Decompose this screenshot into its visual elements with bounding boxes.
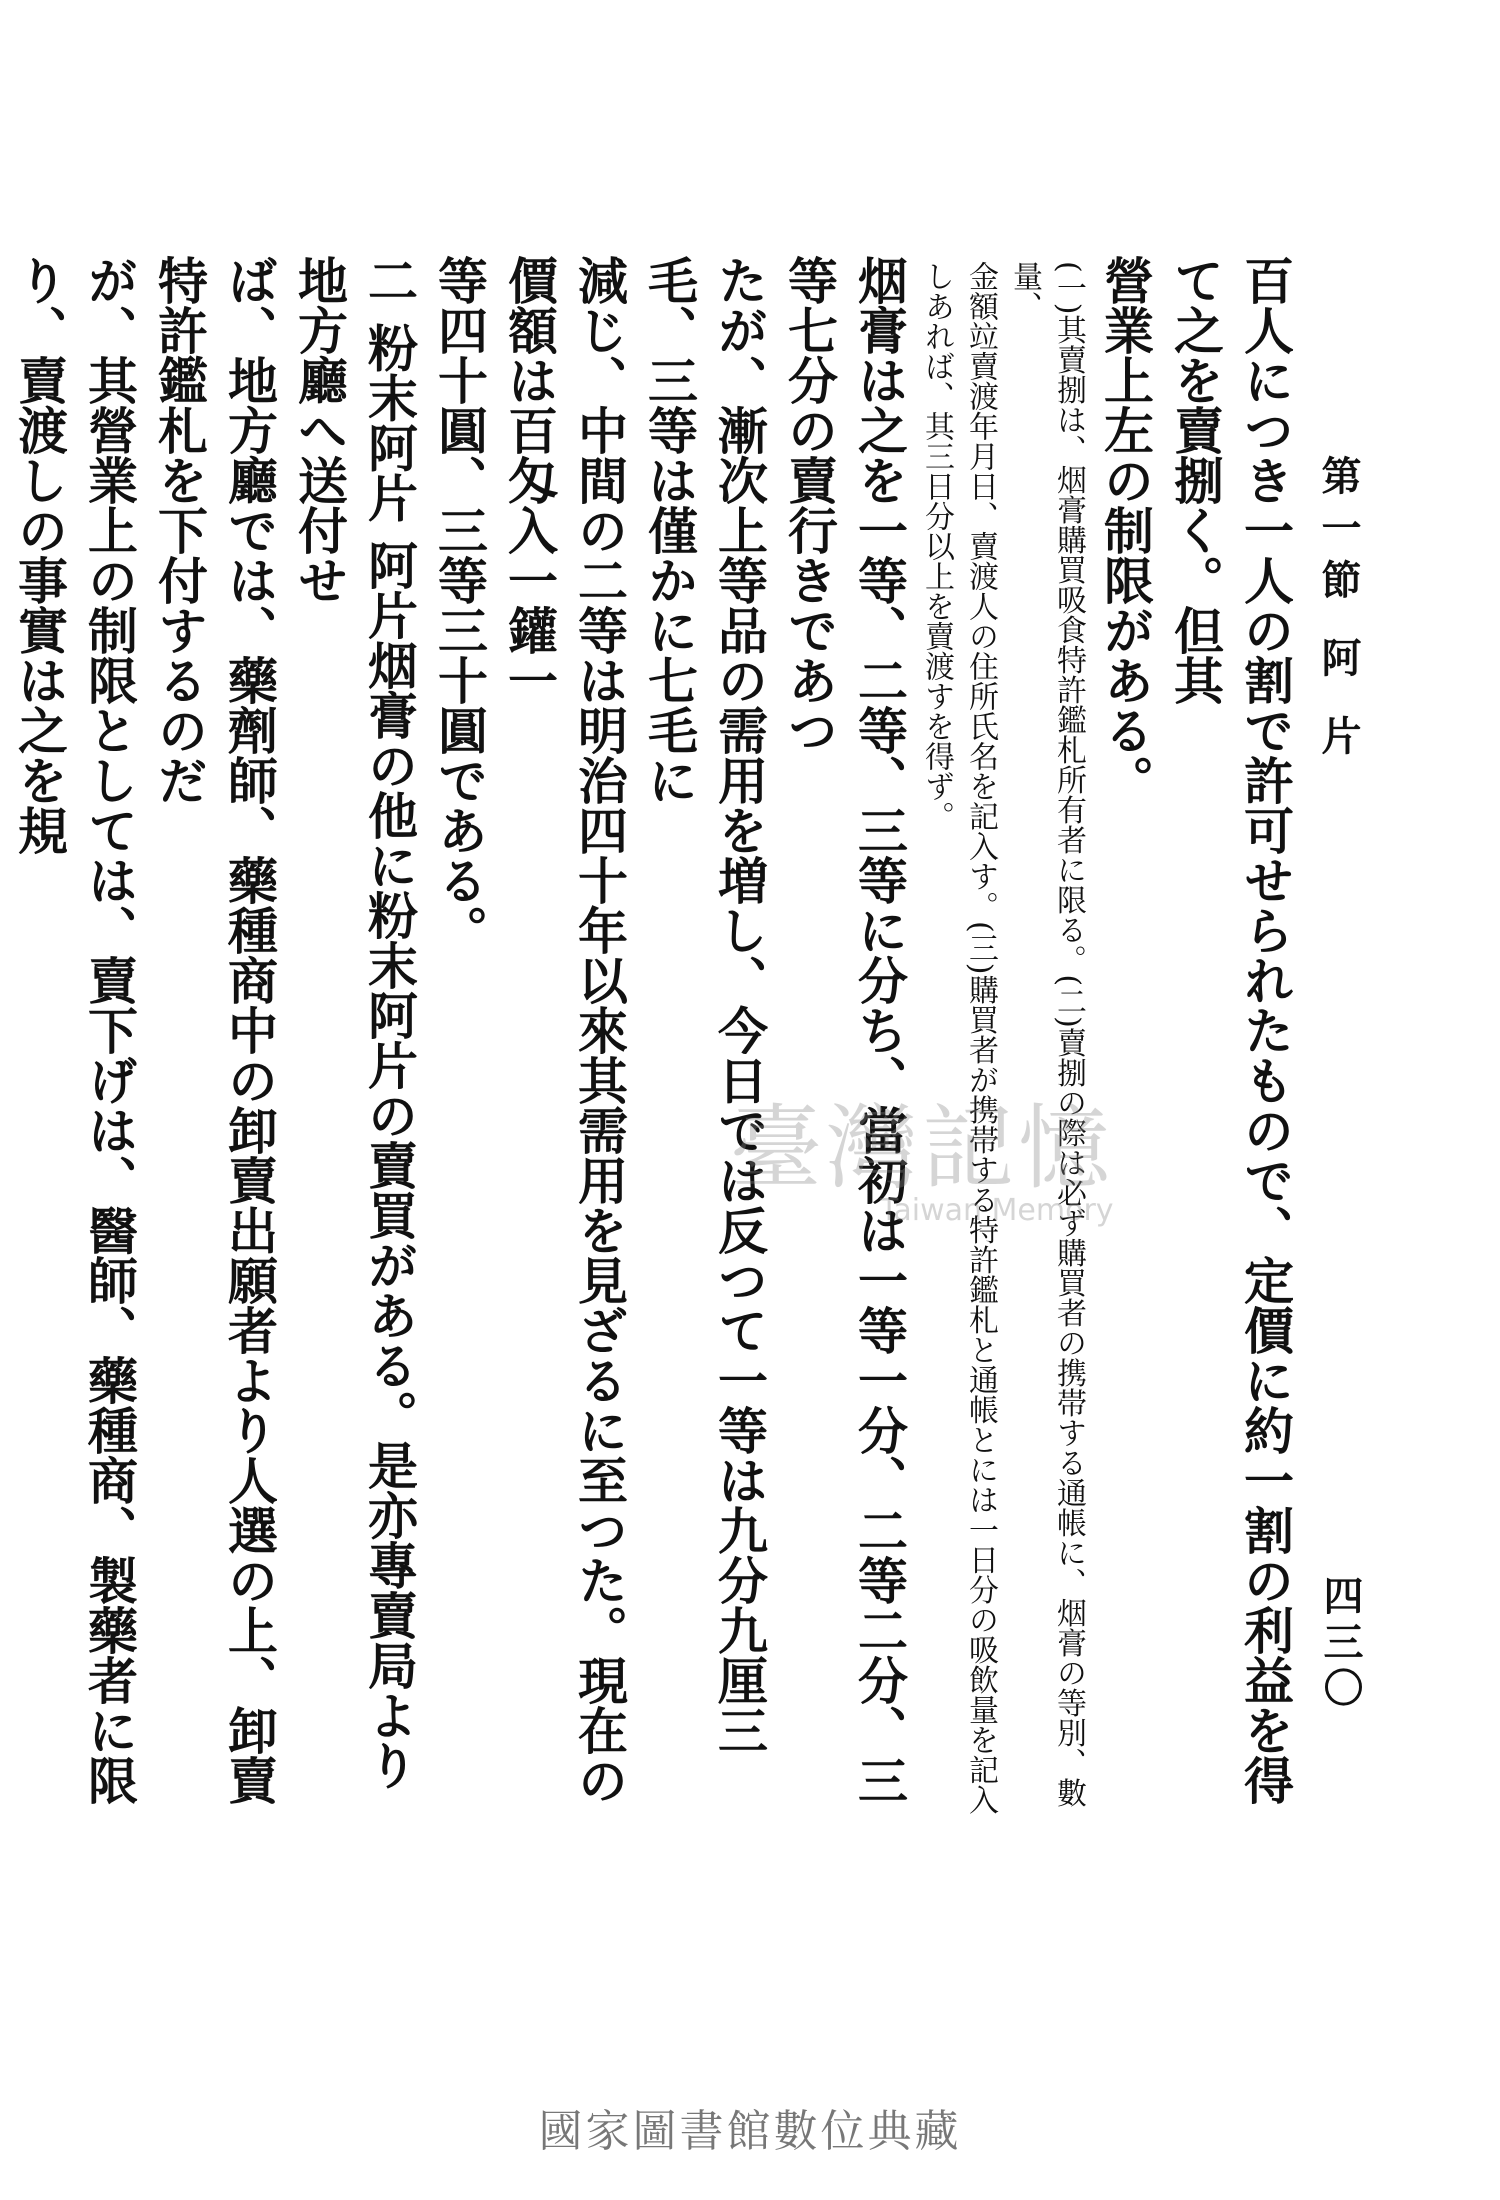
text-line: 等四十圓、三等三十圓である。 xyxy=(430,255,489,955)
footer-credit: 國家圖書館數位典藏 xyxy=(538,2106,962,2157)
running-head-section-title: 第一節 阿 片 xyxy=(1315,455,1362,767)
text-line xyxy=(0,255,4,1825)
text-line: たが、漸次上等品の需用を増し、今日では反つて一等は九分九厘三毛、三等は僅かに七毛に xyxy=(640,255,769,1755)
note-line: しあれば、其三日分以上を賣渡すを得ず。 xyxy=(919,261,954,831)
page-number: 四三〇 xyxy=(1317,1575,1364,1713)
note-line: (一)其賣捌は、烟膏購買吸食特許鑑札所有者に限る。(二)賣捌の際は必ず購買者の携帯する通帳に、烟膏の等別、數量、 xyxy=(1007,261,1086,1808)
watermark-latin: Taiwan Memory xyxy=(880,1193,1114,1228)
text-line: が、其營業上の制限としては、賣下げは、醫師、藥種商、製藥者に限り、賣渡しの事實は之を規 xyxy=(10,255,139,1805)
text-line: 百人につき一人の割で許可せられたもので、定價に約一割の利益を得て之を賣捌く。但其 xyxy=(1166,255,1295,1805)
section-heading-line: 二 粉末阿片 阿片烟膏の他に粉末阿片の賣買がある。是亦專賣局より地方廳へ送付せ xyxy=(290,255,419,1790)
text-line: ば、地方廳では、藥劑師、藥種商中の卸賣出願者より人選の上、卸賣特許鑑札を下付するのだ xyxy=(150,255,279,1805)
text-line: 減じ、中間の二等は明治四十年以來其需用を見ざるに至つた。現在の價額は百匁入一鑵一 xyxy=(500,255,629,1805)
watermark-script: 臺灣記憶 xyxy=(730,1095,1115,1202)
text-line: 烟膏は之を一等、二等、三等に分ち、當初は一等一分、二等二分、三等七分の賣行きであつ xyxy=(780,255,909,1805)
body-text xyxy=(10,255,1300,1825)
text-line: 營業上左の制限がある。 xyxy=(1096,255,1155,805)
note-line: 金額竝賣渡年月日、賣渡人の住所氏名を記入す。(三)購買者が携帯する特許鑑札と通帳とには一日分の吸飲量を記入 xyxy=(963,261,998,1815)
